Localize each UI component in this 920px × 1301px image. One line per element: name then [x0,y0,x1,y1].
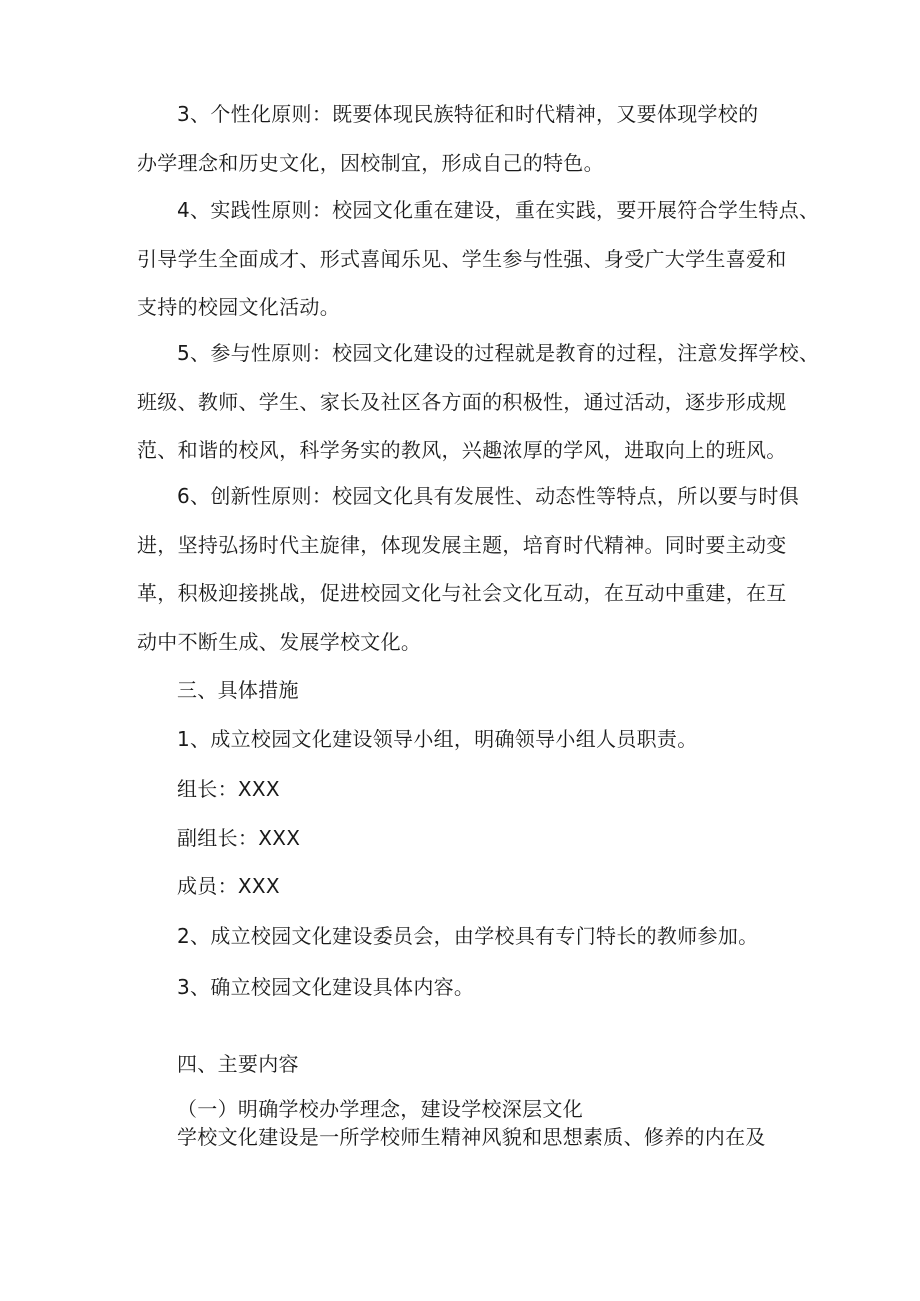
measure-item-1: 1、成立校园文化建设领导小组，明确领导小组人员职责。 [177,727,698,751]
text-line: 班级、教师、学生、家长及社区各方面的积极性，通过活动，逐步形成规 [137,389,787,414]
paragraph-principle-5 [137,329,819,475]
leader-line: 组长：XXX [177,777,280,801]
section-heading-measures: 三、具体措施 [177,678,299,702]
body-text-line: 学校文化建设是一所学校师生精神风貌和思想素质、修养的内在及 [177,1125,766,1149]
text-line: 引导学生全面成才、形式喜闻乐见、学生参与性强、身受广大学生喜爱和 [137,246,787,271]
text-line: 6、创新性原则：校园文化具有发展性、动态性等特点，所以要与时俱 [177,484,800,508]
text-line: 3、个性化原则：既要体现民族特征和时代精神，又要体现学校的 [177,102,759,126]
text-line: 4、实践性原则：校园文化重在建设，重在实践，要开展符合学生特点、 [177,198,820,222]
measure-item-2: 2、成立校园文化建设委员会，由学校具有专门特长的教师参加。 [177,924,759,948]
text-line: 革，积极迎接挑战，促进校园文化与社会文化互动，在互动中重建，在互 [137,581,787,605]
text-line: 范、和谐的校风，科学务实的教风，兴趣浓厚的学风，进取向上的班风。 [137,438,787,462]
paragraph-principle-3 [137,90,758,187]
text-line: 5、参与性原则：校园文化建设的过程就是教育的过程，注意发挥学校、 [177,341,820,365]
paragraph-principle-4 [137,186,819,332]
measure-item-3: 3、确立校园文化建设具体内容。 [177,975,475,999]
subsection-heading: （一）明确学校办学理念，建设学校深层文化 [177,1097,583,1121]
text-line: 进，坚持弘扬时代主旋律，体现发展主题，培育时代精神。同时要主动变 [137,532,787,557]
deputy-leader-line: 副组长：XXX [177,826,301,850]
section-heading-main-content: 四、主要内容 [177,1052,299,1076]
text-line: 支持的校园文化活动。 [137,295,340,319]
members-line: 成员：XXX [177,874,280,898]
text-line: 办学理念和历史文化，因校制宜，形成自己的特色。 [137,150,604,175]
paragraph-principle-6 [137,472,799,666]
text-line: 动中不断生成、发展学校文化。 [137,629,422,654]
